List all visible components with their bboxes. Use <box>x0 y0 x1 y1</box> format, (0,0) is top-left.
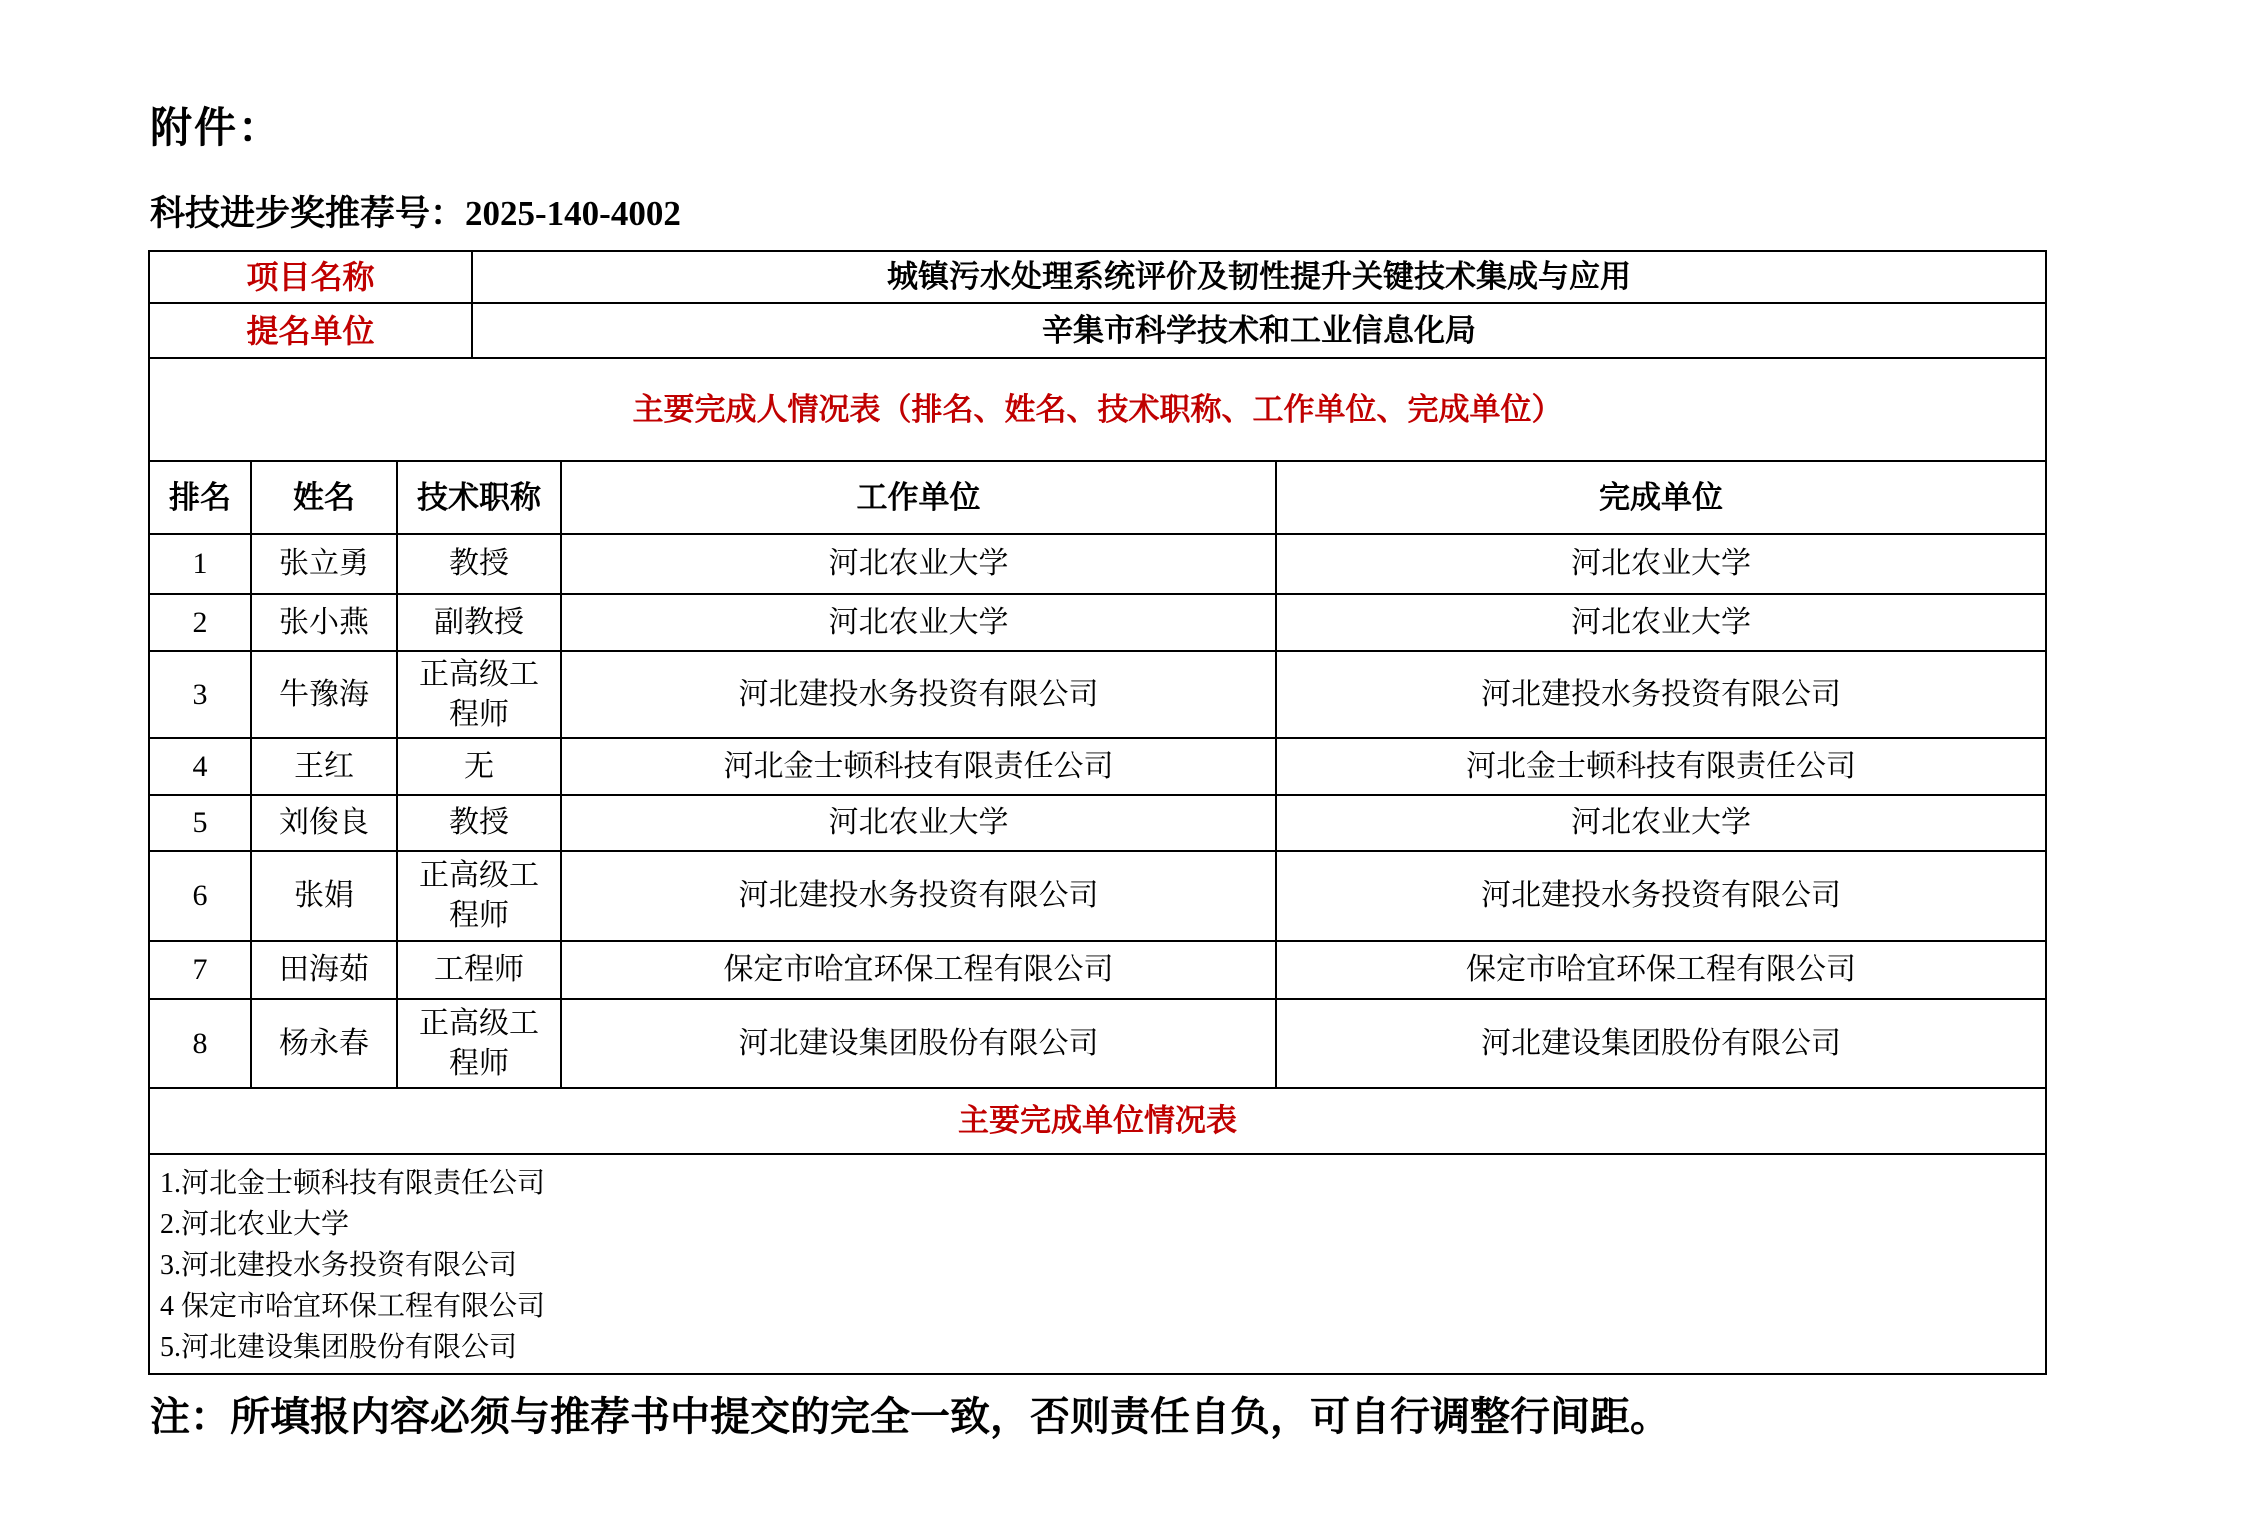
title-cell: 副教授 <box>398 595 562 650</box>
nominator-label: 提名单位 <box>150 304 473 357</box>
unit-item: 1.河北金士顿科技有限责任公司 <box>160 1168 546 1199</box>
units-list <box>150 1155 2045 1373</box>
work-unit-cell: 河北农业大学 <box>562 796 1277 850</box>
work-unit-cell: 河北农业大学 <box>562 595 1277 650</box>
project-name-label: 项目名称 <box>150 252 473 302</box>
nominator-row <box>150 304 2045 359</box>
award-form-table <box>148 250 2047 1375</box>
title-cell: 教授 <box>398 535 562 593</box>
footer-note: 注：所填报内容必须与推荐书中提交的完全一致，否则责任自负，可自行调整行间距。 <box>150 1394 1670 1439</box>
table-row <box>150 796 2045 852</box>
header-work-unit: 工作单位 <box>562 462 1277 533</box>
work-unit-cell: 河北农业大学 <box>562 535 1277 593</box>
work-unit-cell: 河北金士顿科技有限责任公司 <box>562 739 1277 794</box>
completion-unit-cell: 保定市哈宜环保工程有限公司 <box>1466 953 1856 986</box>
nominator-value: 辛集市科学技术和工业信息化局 <box>1042 312 1476 348</box>
name-cell: 张立勇 <box>252 535 398 593</box>
units-table-title: 主要完成单位情况表 <box>958 1103 1237 1138</box>
name-cell: 牛豫海 <box>252 652 398 737</box>
rank-cell: 1 <box>150 535 252 593</box>
title-cell: 教授 <box>398 796 562 850</box>
attachment-label: 附件： <box>150 106 283 152</box>
rank-cell: 7 <box>150 942 252 998</box>
completers-title-row <box>150 359 2045 462</box>
header-title: 技术职称 <box>398 462 562 533</box>
recommendation-label: 科技进步奖推荐号： <box>150 194 466 233</box>
table-row <box>150 739 2045 796</box>
project-name-row <box>150 252 2045 304</box>
units-title-row <box>150 1089 2045 1155</box>
work-unit-cell: 河北建设集团股份有限公司 <box>562 1000 1277 1087</box>
header-completion-unit: 完成单位 <box>1599 479 1723 515</box>
unit-item: 5.河北建设集团股份有限公司 <box>160 1332 518 1363</box>
header-rank: 排名 <box>150 462 252 533</box>
title-cell: 正高级工程师 <box>398 1000 562 1087</box>
completion-unit-cell: 河北金士顿科技有限责任公司 <box>1466 749 1856 783</box>
header-name: 姓名 <box>252 462 398 533</box>
name-cell: 刘俊良 <box>252 796 398 850</box>
table-row <box>150 1000 2045 1089</box>
name-cell: 王红 <box>252 739 398 794</box>
title-cell: 正高级工程师 <box>398 852 562 940</box>
name-cell: 杨永春 <box>252 1000 398 1087</box>
name-cell: 张小燕 <box>252 595 398 650</box>
completion-unit-cell: 河北农业大学 <box>1571 547 1751 580</box>
rank-cell: 3 <box>150 652 252 737</box>
rank-cell: 5 <box>150 796 252 850</box>
work-unit-cell: 河北建投水务投资有限公司 <box>562 652 1277 737</box>
completion-unit-cell: 河北建投水务投资有限公司 <box>1481 677 1841 711</box>
unit-item: 2.河北农业大学 <box>160 1209 350 1240</box>
completion-unit-cell: 河北农业大学 <box>1571 806 1751 839</box>
title-cell: 工程师 <box>398 942 562 998</box>
title-cell: 无 <box>398 739 562 794</box>
completion-unit-cell: 河北建设集团股份有限公司 <box>1481 1026 1841 1060</box>
rank-cell: 8 <box>150 1000 252 1087</box>
table-row <box>150 852 2045 942</box>
table-row <box>150 595 2045 652</box>
name-cell: 张娟 <box>252 852 398 940</box>
rank-cell: 4 <box>150 739 252 794</box>
unit-item: 3.河北建投水务投资有限公司 <box>160 1250 518 1281</box>
recommendation-line <box>150 186 681 236</box>
table-row <box>150 652 2045 739</box>
unit-item: 4 保定市哈宜环保工程有限公司 <box>160 1291 546 1322</box>
title-cell: 正高级工程师 <box>398 652 562 737</box>
rank-cell: 6 <box>150 852 252 940</box>
completion-unit-cell: 河北农业大学 <box>1571 605 1751 639</box>
table-row <box>150 942 2045 1000</box>
work-unit-cell: 河北建投水务投资有限公司 <box>562 852 1277 940</box>
completers-header-row <box>150 462 2045 535</box>
units-list-row <box>150 1155 2045 1373</box>
work-unit-cell: 保定市哈宜环保工程有限公司 <box>562 942 1277 998</box>
recommendation-number: 2025-140-4002 <box>465 194 681 233</box>
project-name-value: 城镇污水处理系统评价及韧性提升关键技术集成与应用 <box>887 259 1631 294</box>
table-row <box>150 535 2045 595</box>
completion-unit-cell: 河北建投水务投资有限公司 <box>1481 879 1841 912</box>
rank-cell: 2 <box>150 595 252 650</box>
name-cell: 田海茹 <box>252 942 398 998</box>
completers-table-title: 主要完成人情况表（排名、姓名、技术职称、工作单位、完成单位） <box>632 391 1563 427</box>
